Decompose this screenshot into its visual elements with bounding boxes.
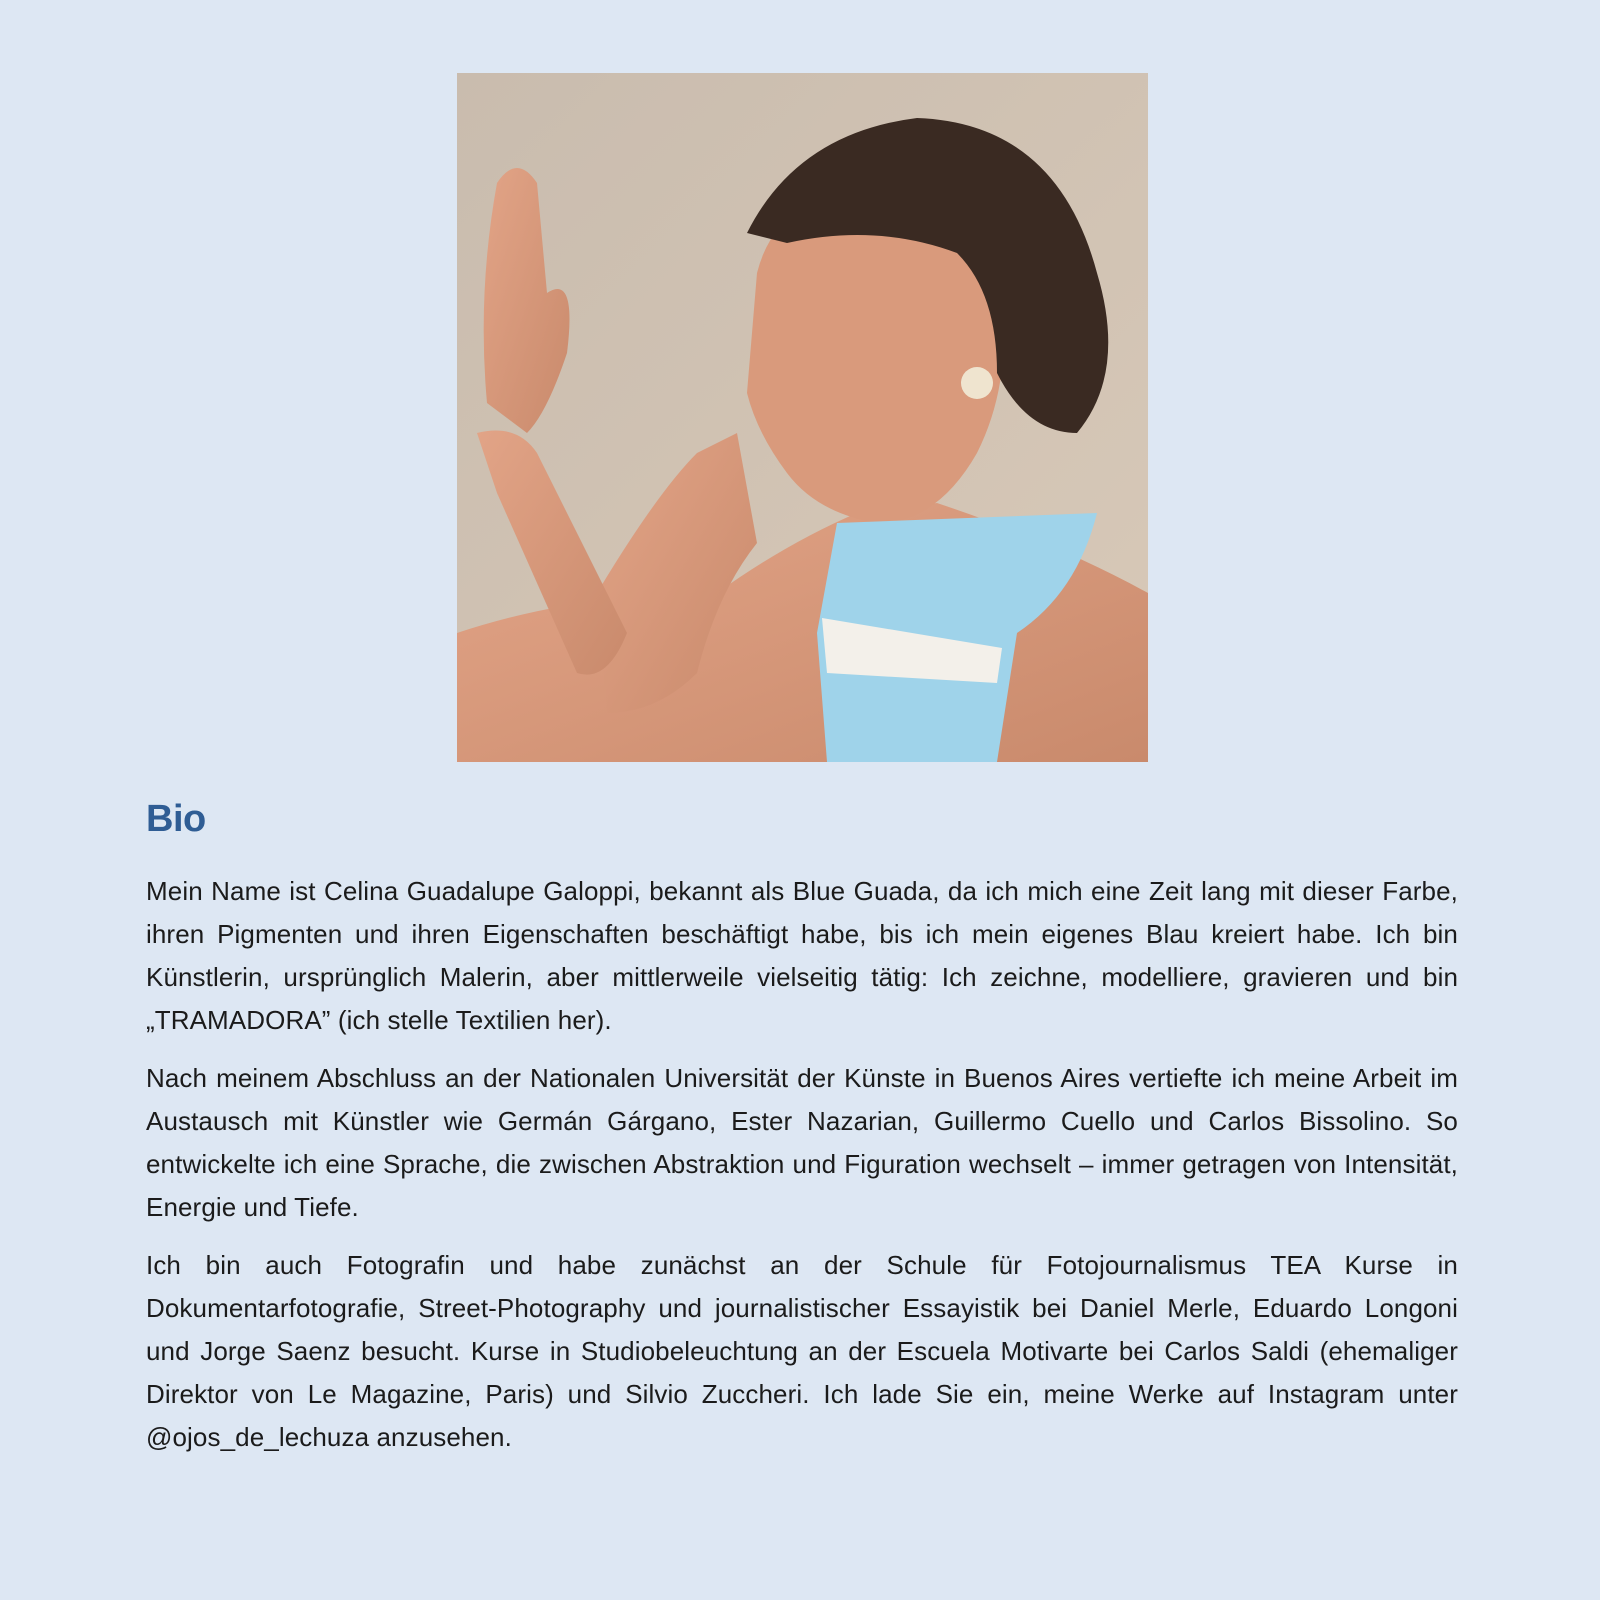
bio-paragraph-2: Nach meinem Abschluss an der Nationalen Universität der Künste in Buenos Aires vertiefte ich meine Arbeit im Austausch mit Künstler wie Germán Gárgano, Ester Nazarian, Guillermo Cuello und Carlos Bissolino. So entwickelte ich eine Sprache, die zwischen Abstraktion und Figuration wechselt – immer getragen von Intensität, Energie und Tiefe. xyxy=(146,1063,1458,1222)
bio-paragraph-1: Mein Name ist Celina Guadalupe Galoppi, bekannt als Blue Guada, da ich mich eine Zeit lang mit dieser Farbe, ihren Pigmenten und ihren Eigenschaften beschäftigt habe, bis ich mein eigenes Blau kreiert habe. Ich bin Künstlerin, ursprünglich Malerin, aber mittlerweile vielseitig tätig: Ich zeichne, modelliere, gravieren und bin „TRAMADORA” (ich stelle Textilien her). xyxy=(146,876,1458,1035)
bio-heading: Bio xyxy=(146,798,206,840)
bio-text xyxy=(146,870,1458,1474)
bio-paragraph-3: Ich bin auch Fotografin und habe zunächst an der Schule für Fotojournalismus TEA Kurse in Dokumentarfotografie, Street-Photography und journalistischer Essayistik bei Daniel Merle, Eduardo Longoni und Jorge Saenz besucht. Kurse in Studiobeleuchtung an der Escuela Motivarte bei Carlos Saldi (ehemaliger Direktor von Le Magazine, Paris) und Silvio Zuccheri. Ich lade Sie ein, meine Werke auf Instagram unter @ojos_de_lechuza anzusehen. xyxy=(146,1250,1458,1452)
portrait-photo xyxy=(457,73,1148,762)
